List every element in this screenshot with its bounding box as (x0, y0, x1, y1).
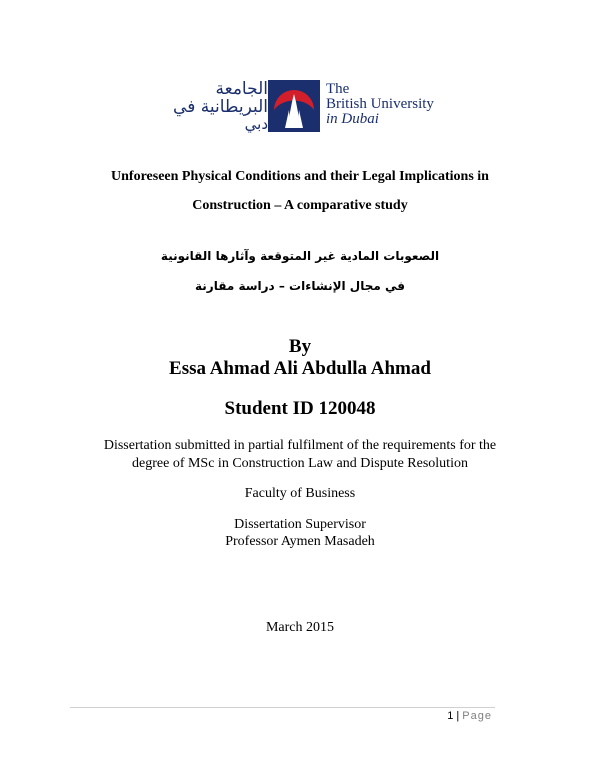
logo-emblem-icon (268, 80, 320, 132)
title-line-1: Unforeseen Physical Conditions and their Legal Implications in (111, 169, 489, 184)
university-logo (150, 78, 450, 136)
logo-english-line-1: The (326, 81, 350, 97)
arabic-title-line-2: في مجال الإنشاءات – دراسة مقارنة (195, 279, 405, 293)
logo-english-line-3: in Dubai (326, 111, 379, 127)
arabic-title (0, 241, 600, 301)
logo-arabic-line-2: البريطانية في (173, 97, 268, 117)
page-number: 1 (447, 710, 454, 722)
statement-line-1: Dissertation submitted in partial fulfilment of the requirements for the (103, 438, 497, 453)
footer-divider (70, 707, 495, 708)
student-id: Student ID 120048 (224, 398, 376, 419)
author-block (0, 336, 600, 380)
logo-arabic-line-1: الجامعة (215, 79, 268, 99)
by-label: By (288, 336, 312, 357)
logo-english-line-2: British University (326, 96, 434, 112)
faculty-name: Faculty of Business (244, 486, 356, 501)
author-name: Essa Ahmad Ali Abdulla Ahmad (169, 358, 431, 379)
title-line-2: Construction – A comparative study (192, 198, 408, 213)
logo-arabic-line-3: دبي (244, 115, 268, 133)
arabic-title-line-1: الصعوبات المادية غير المتوقعة وآثارها القانونية (160, 249, 440, 263)
submission-date: March 2015 (265, 620, 335, 635)
statement-line-2: degree of MSc in Construction Law and Dispute Resolution (132, 456, 468, 471)
footer-separator: | (456, 710, 460, 722)
page-footer (447, 709, 492, 723)
dissertation-statement (60, 437, 540, 473)
supervisor-name: Professor Aymen Masadeh (225, 534, 375, 549)
supervisor-label: Dissertation Supervisor (234, 517, 366, 532)
logo-arabic-name (150, 78, 268, 136)
logo-english-name (326, 82, 434, 127)
page-label: Page (462, 710, 492, 722)
supervisor-block (0, 516, 600, 550)
dissertation-title (0, 162, 600, 220)
